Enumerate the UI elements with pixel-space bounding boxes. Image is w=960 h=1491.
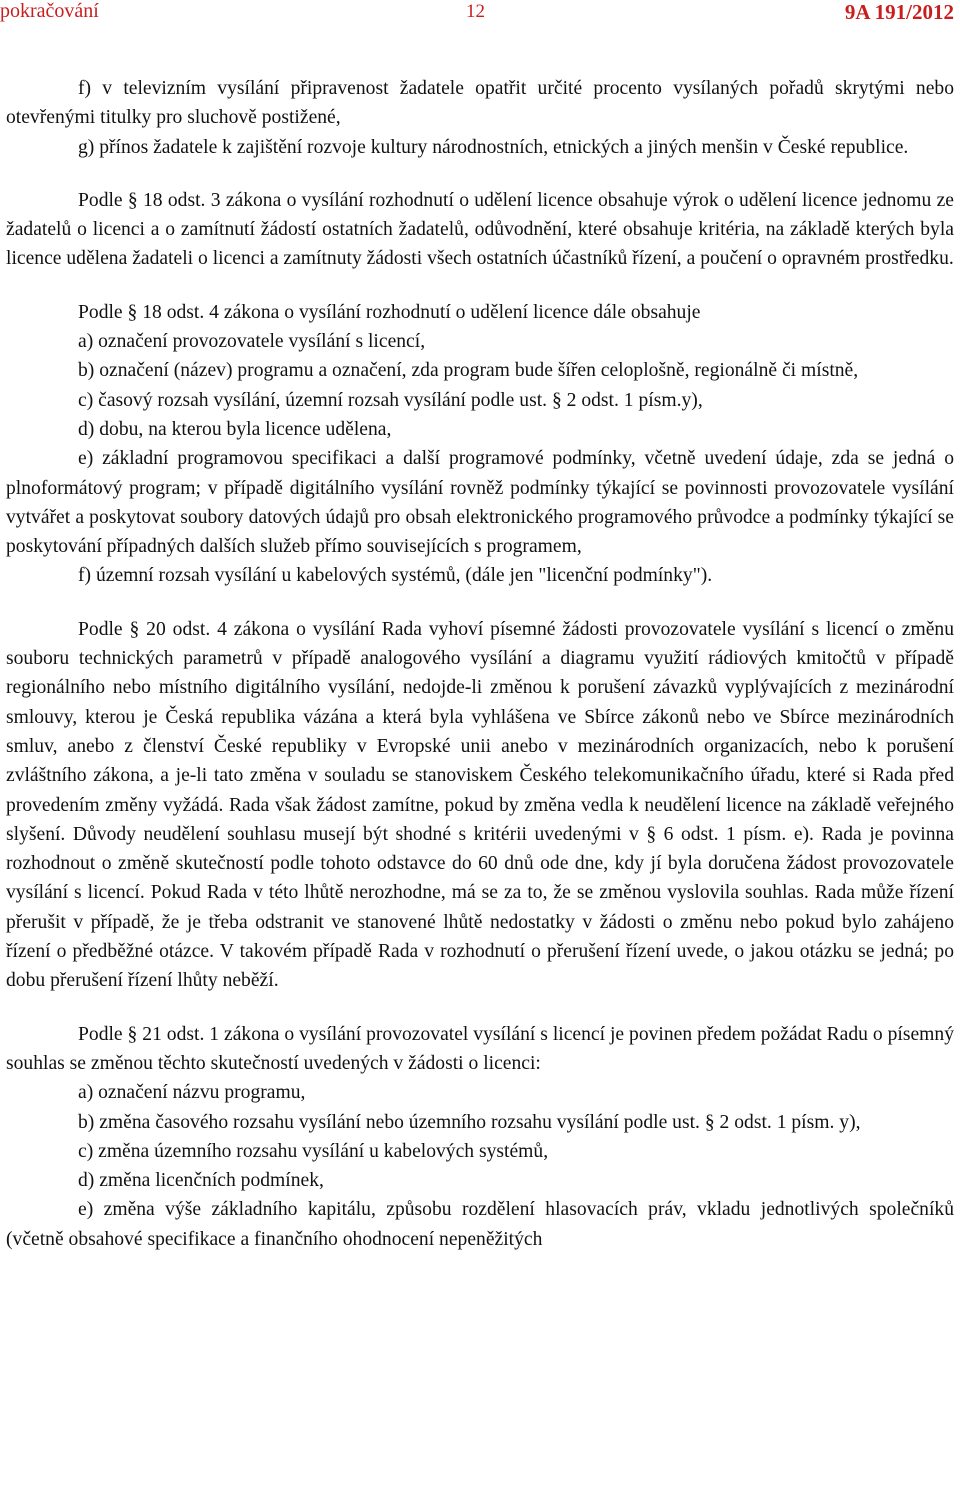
- paragraph-20-4: Podle § 20 odst. 4 zákona o vysílání Rada vyhoví písemné žádosti provozovatele vysílání s licencí o změnu souboru technických parametrů v případě analogového vysílání a diagramu využití rádiových kmitočtů v případě regionálního nebo místního digitálního vysílání, nedojde-li změnou k porušení závazků vyplývajících z mezinárodní smlouvy, kterou je Česká republika vázána a která byla vyhlášena ve Sbírce zákonů nebo ve Sbírce mezinárodních smluv, anebo z členství České republiky v Evropské unii anebo v mezinárodních organizacích, nebo k porušení zvláštního zákona, a je-li tato změna v souladu se stanoviskem Českého telekomunikačního úřadu, které si Rada před provedením změny vyžádá. Rada však žádost zamítne, pokud by změna vedla k neudělení licence na základě veřejného slyšení. Důvody neudělení souhlasu musejí být shodné s kritérii uvedenými v § 6 odst. 1 písm. e). Rada je povinna rozhodnout o změně skutečností podle tohoto odstavce do 60 dnů ode dne, kdy jí byla doručena žádost provozovatele vysílání s licencí. Pokud Rada v této lhůtě nerozhodne, má se za to, že se změnou vyslovila souhlas. Rada může řízení přerušit v případě, že je třeba odstranit ve stanovené lhůtě nedostatky v žádosti o změnu nebo pokud bylo zahájeno řízení o předběžné otázce. V takovém případě Rada v rozhodnutí o přerušení řízení uvede, o jakou otázku se jedná; po dobu přerušení řízení lhůty neběží.: [6, 618, 954, 992]
- list-item-e-specification: e) základní programovou specifikaci a další programové podmínky, včetně uvedení údaje, zda se jedná o plnoformátový program; v případě digitálního vysílání rovněž podmínky týkající se povinnosti provozovatele vysílání vytvářet a poskytovat soubory datových údajů pro obsah elektronického programového průvodce a podmínky týkající se poskytování případných dalších služeb přímo souvisejících s programem,: [6, 448, 954, 558]
- paragraph-18-3: Podle § 18 odst. 3 zákona o vysílání rozhodnutí o udělení licence obsahuje výrok o udělení licence jednomu ze žadatelů o licenci a o zamítnutí žádostí ostatních žadatelů, odůvodnění, které obsahuje kritéria, na základě kterých byla licence udělena žadateli o licenci a zamítnuty žádosti všech ostatních účastníků řízení, a poučení o opravném prostředku.: [6, 189, 954, 270]
- page-header: [0, 0, 960, 26]
- list-item-a-operator: a) označení provozovatele vysílání s licencí,: [78, 331, 426, 353]
- list-item-g-minorities: g) přínos žadatele k zajištění rozvoje kultury národnostních, etnických a jiných menšin v České republice.: [78, 136, 909, 158]
- list-item-d-conditions: d) změna licenčních podmínek,: [78, 1170, 324, 1192]
- paragraph-21-1-intro: Podle § 21 odst. 1 zákona o vysílání provozovatel vysílání s licencí je povinen předem požádat Radu o písemný souhlas se změnou těchto skutečností uvedených v žádosti o licenci:: [6, 1023, 954, 1074]
- paragraph-18-4-intro: Podle § 18 odst. 4 zákona o vysílání rozhodnutí o udělení licence dále obsahuje: [78, 301, 701, 323]
- list-item-a-name: a) označení názvu programu,: [78, 1082, 306, 1104]
- continuation-label: pokračování: [0, 0, 99, 22]
- document-body: [6, 74, 954, 1254]
- list-item-c-cable: c) změna územního rozsahu vysílání u kabelových systémů,: [78, 1140, 549, 1162]
- page-number: 12: [466, 1, 485, 22]
- list-item-b-program: b) označení (název) programu a označení, zda program bude šířen celoplošně, regionálně či místně,: [78, 360, 859, 382]
- list-item-f-titles: f) v televizním vysílání připravenost žadatele opatřit určité procento vysílaných pořadů skrytými nebo otevřenými titulky pro sluchově postižené,: [6, 78, 954, 129]
- case-number: 9A 191/2012: [844, 0, 954, 24]
- list-item-f-cable: f) územní rozsah vysílání u kabelových systémů, (dále jen "licenční podmínky").: [78, 565, 713, 587]
- list-item-c-time-range: c) časový rozsah vysílání, územní rozsah vysílání podle ust. § 2 odst. 1 písm.y),: [78, 389, 703, 411]
- list-item-b-range: b) změna časového rozsahu vysílání nebo územního rozsahu vysílání podle ust. § 2 odst. 1 písm. y),: [78, 1111, 861, 1133]
- list-item-e-capital: e) změna výše základního kapitálu, způsobu rozdělení hlasovacích práv, vkladu jednotlivých společníků (včetně obsahové specifikace a finančního ohodnocení nepeněžitých: [6, 1199, 954, 1250]
- list-item-d-duration: d) dobu, na kterou byla licence udělena,: [78, 418, 392, 440]
